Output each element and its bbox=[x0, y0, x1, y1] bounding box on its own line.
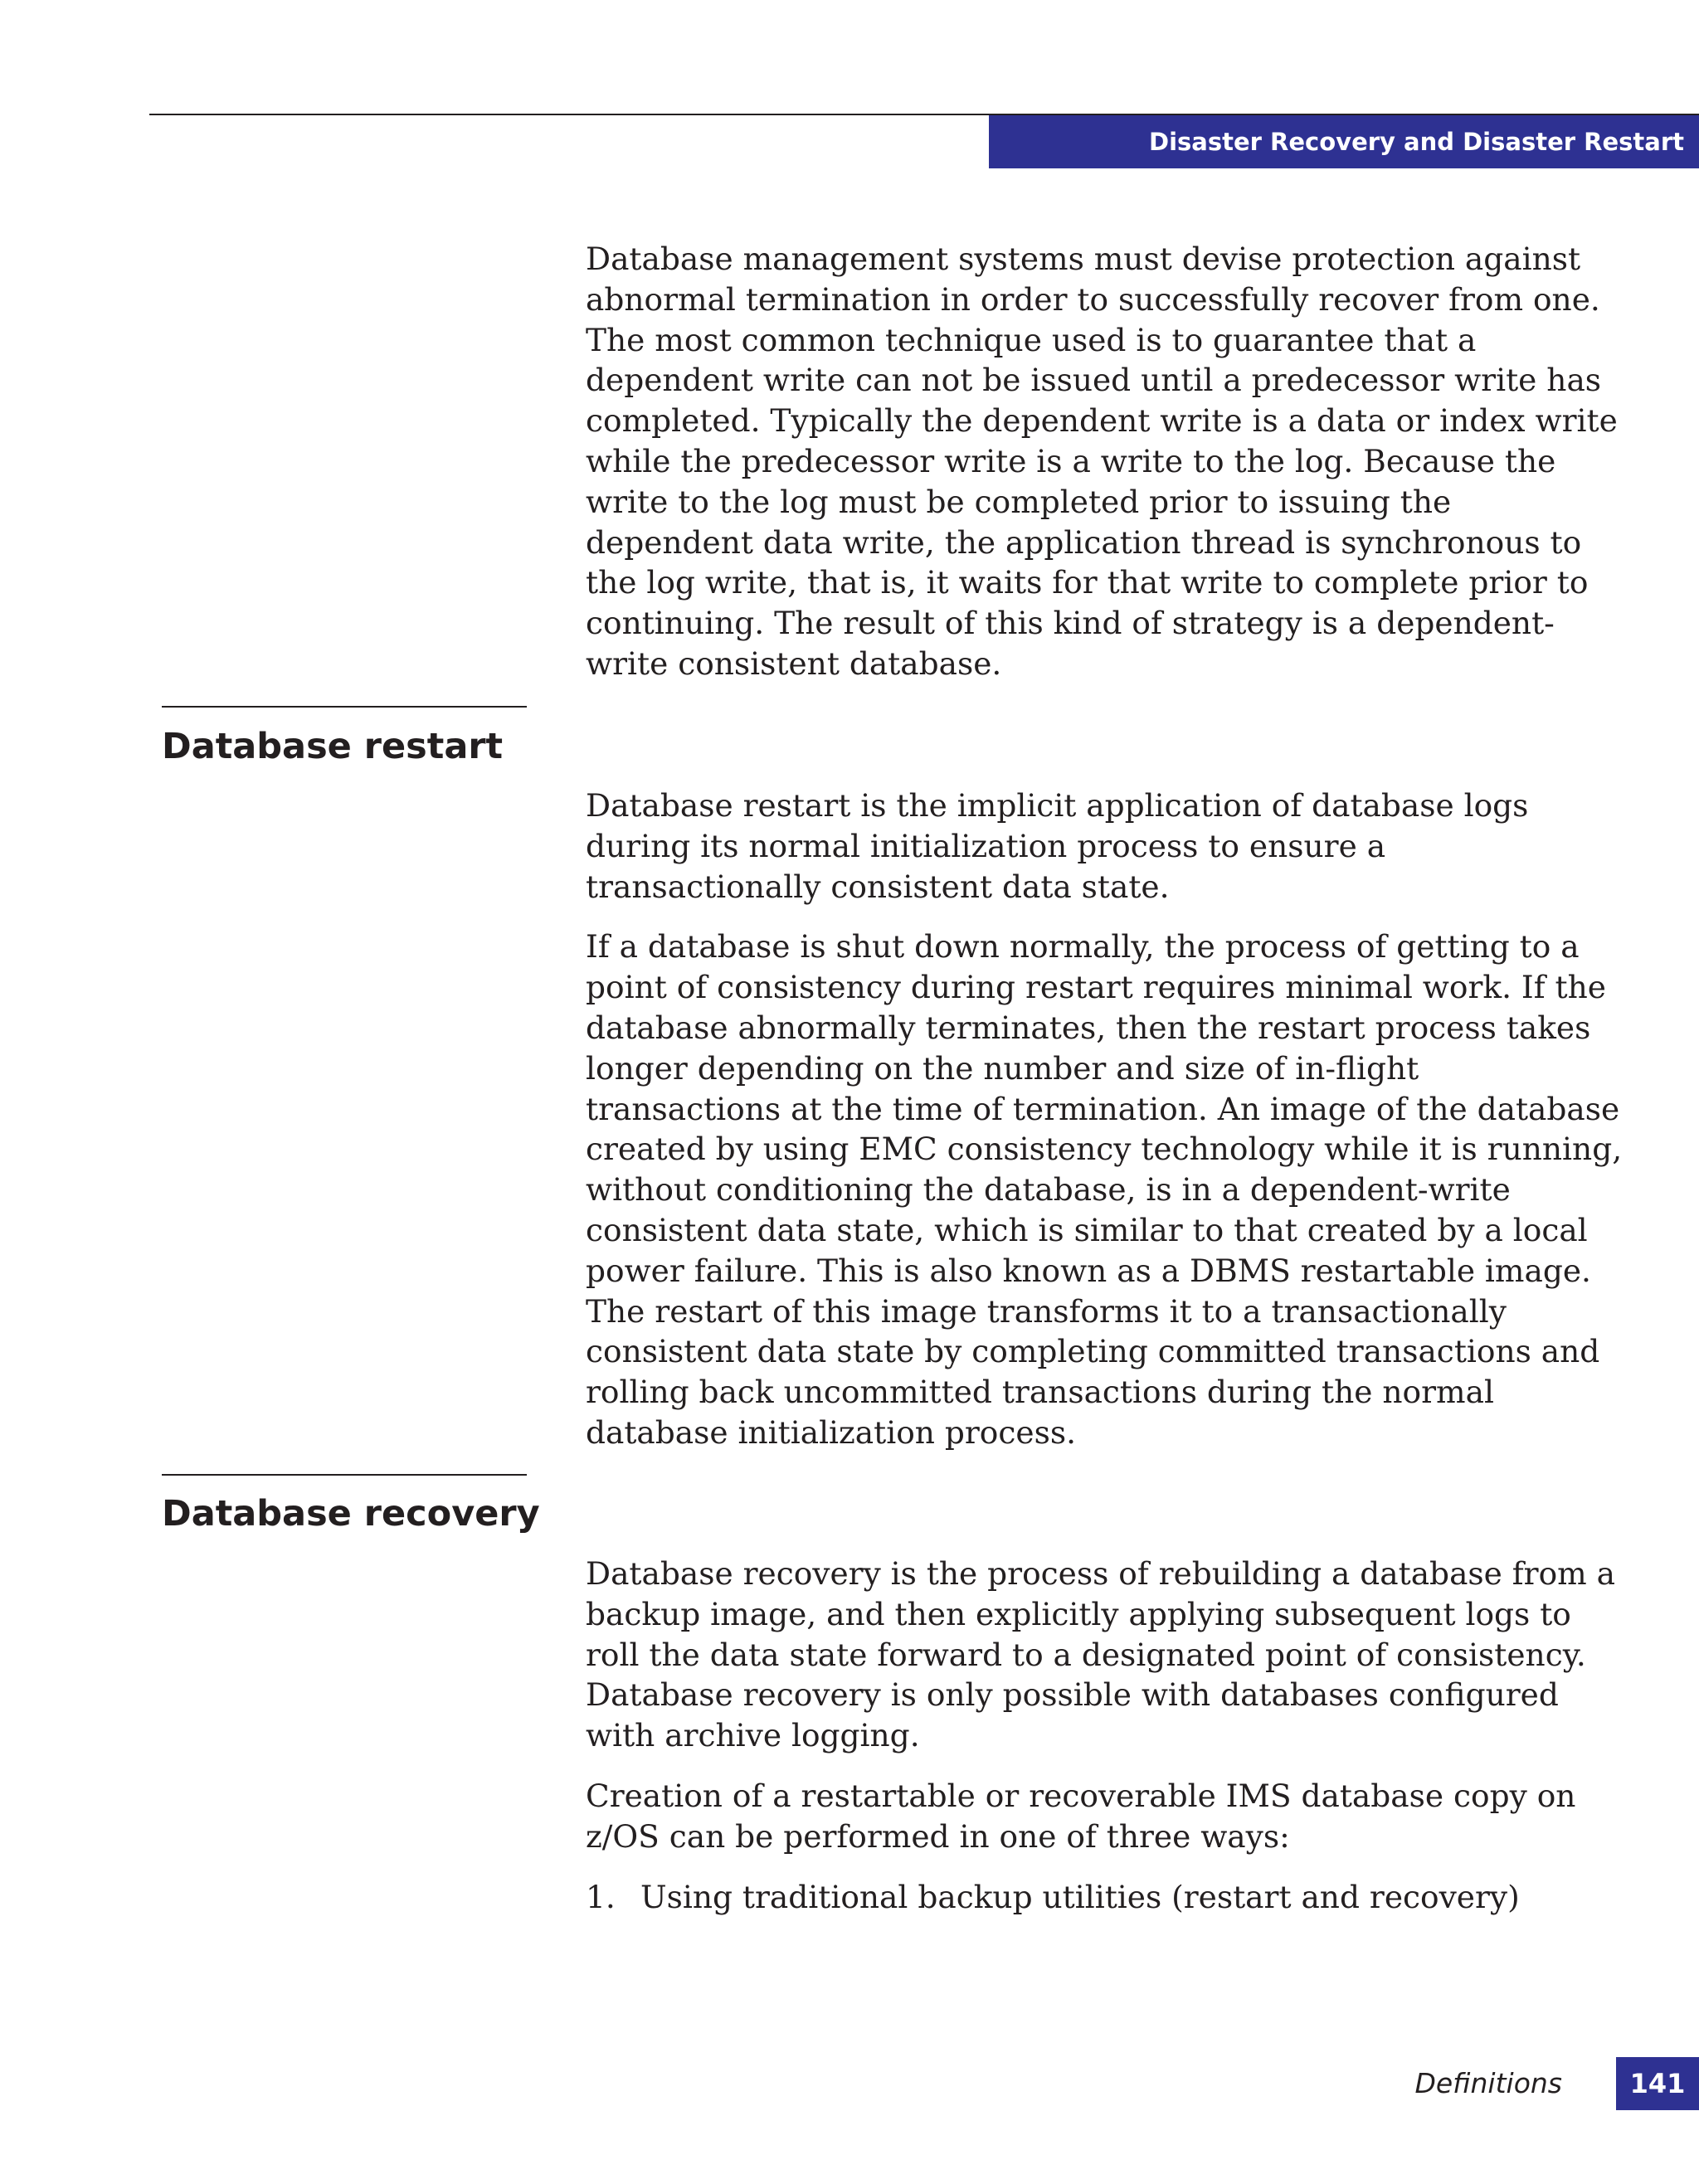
chapter-header bbox=[989, 115, 1699, 168]
page-number bbox=[1616, 2057, 1699, 2110]
paragraph: Database restart is the implicit application of database logs during its normal initialization process to ensure a transactionally consistent data state. bbox=[586, 787, 1529, 905]
paragraph: Creation of a restartable or recoverable IMS database copy on z/OS can be performed in one of three ways: bbox=[586, 1777, 1576, 1855]
chapter-title: Disaster Recovery and Disaster Restart bbox=[1149, 128, 1684, 156]
page-number-text: 141 bbox=[1629, 2068, 1686, 2099]
paragraph: Database recovery is the process of rebuilding a database from a backup image, and then explicitly applying subsequent logs to roll the data state forward to a designated point of consistency. Database recovery is only possible with databases configured with archive logging. bbox=[586, 1555, 1615, 1754]
list-marker: 1. bbox=[586, 1878, 616, 1915]
list-item-text: Using traditional backup utilities (restart and recovery) bbox=[640, 1878, 1520, 1915]
section-rule-restart bbox=[162, 706, 527, 708]
restart-section-body bbox=[586, 786, 1623, 1473]
intro-paragraph: Database management systems must devise protection against abnormal termination in order to successfully recover from one. The most common technique used is to guarantee that a dependent write can not be issued until a predecessor write has completed. Typically the dependent write is a data or index write while the predecessor write is a write to the log. Because the write to the log must be completed prior to issuing the dependent data write, the application thread is synchronous to the log write, that is, it waits for that write to complete prior to continuing. The result of this kind of strategy is a dependent-write consistent database. bbox=[586, 241, 1618, 682]
footer-section-label: Definitions bbox=[1414, 2067, 1562, 2099]
list-item bbox=[586, 1877, 1623, 1918]
section-heading-recovery: Database recovery bbox=[162, 1493, 540, 1535]
intro-block bbox=[586, 239, 1623, 704]
paragraph: If a database is shut down normally, the process of getting to a point of consistency during restart requires minimal work. If the database abnormally terminates, then the restart process takes longer depending on the number and size of in-flight transactions at the time of termination. An image of the database created by using EMC consistency technology while it is running, without conditioning the database, is in a dependent-write consistent data state, which is similar to that created by a local power failure. This is also known as a DBMS restartable image. The restart of this image transforms it to a transactionally consistent data state by completing committed transactions and rolling back uncommitted transactions during the normal database initialization process. bbox=[586, 928, 1623, 1451]
recovery-section-body bbox=[586, 1554, 1623, 1917]
section-heading-restart: Database restart bbox=[162, 726, 504, 767]
section-rule-recovery bbox=[162, 1474, 527, 1476]
